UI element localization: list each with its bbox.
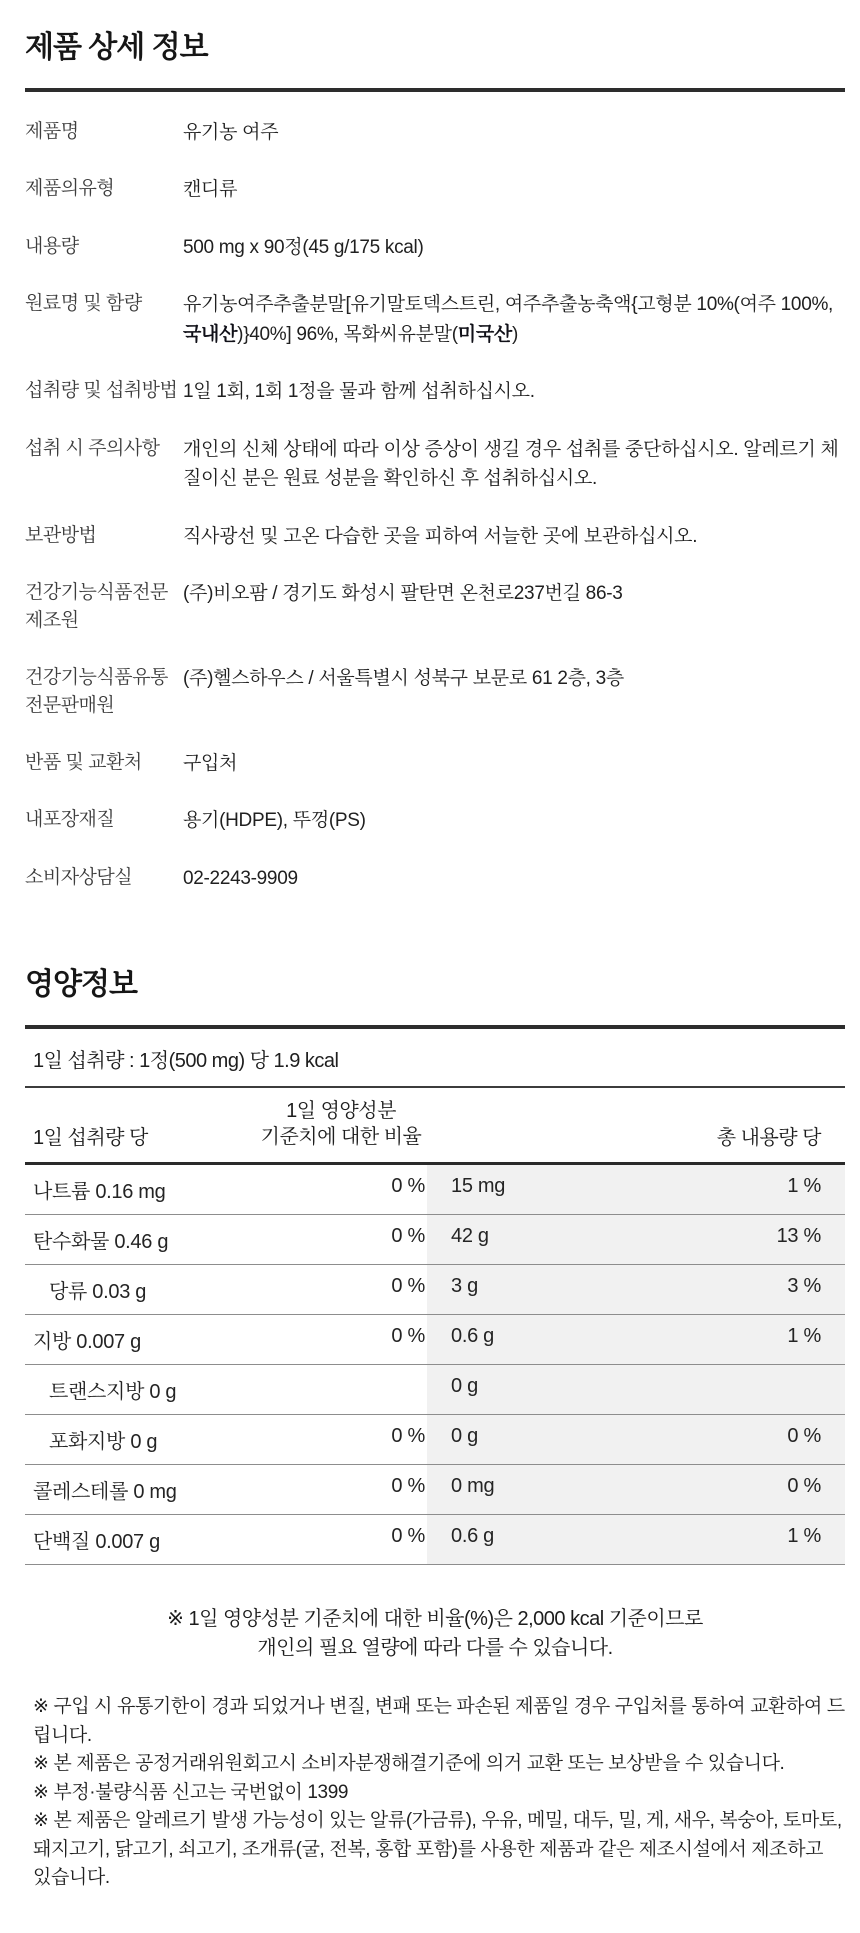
info-value: (주)비오팜 / 경기도 화성시 팔탄면 온천로237번길 86-3	[183, 582, 623, 604]
nutrient-total-pct: 13 %	[627, 1215, 845, 1264]
info-label: 보관방법	[25, 524, 97, 546]
table-row-carbohydrate	[25, 1215, 845, 1265]
info-value-ingredients	[183, 290, 845, 349]
nutrient-daily-pct: 0 %	[391, 1175, 425, 1198]
nutrient-total-pct: 0 %	[627, 1465, 845, 1514]
table-row-fat	[25, 1315, 845, 1365]
nutrient-daily-pct: 0 %	[391, 1525, 425, 1548]
nutrient-name: 탄수화물 0.46 g	[33, 1231, 169, 1254]
ingredients-text: )	[511, 323, 518, 345]
nutrient-daily-pct: 0 %	[391, 1325, 425, 1348]
info-label: 반품 및 교환처	[25, 751, 142, 773]
info-value: 유기농 여주	[183, 122, 279, 143]
info-value: 1일 1회, 1회 1정을 물과 함께 섭취하십시오.	[183, 381, 535, 403]
ingredients-text: )}40%] 96%, 목화씨유분말(	[237, 323, 458, 345]
notice-list	[25, 1693, 845, 1893]
ingredients-origin-usa: 미국산	[457, 323, 512, 345]
nutrient-total: 0 g	[427, 1415, 627, 1464]
table-row-cholesterol	[25, 1465, 845, 1515]
nutrient-name: 지방 0.007 g	[33, 1331, 141, 1354]
info-label: 원료명 및 함량	[25, 293, 142, 315]
nutrition-section	[25, 959, 845, 1663]
nutrient-total: 0.6 g	[427, 1515, 627, 1564]
nutrition-table-header	[25, 1088, 845, 1162]
product-detail-title: 제품 상세 정보	[25, 31, 208, 64]
ingredients-text: 유기농여주추출분말[유기말토덱스트린, 여주추출농축액{고형분 10%(여주 100%,	[183, 294, 834, 316]
header-per-serving: 1일 섭취량 당	[33, 1127, 148, 1150]
info-label: 제품의유형	[25, 178, 115, 200]
info-row-intake-caution	[25, 421, 845, 508]
info-row-net-content	[25, 219, 845, 276]
nutrient-total: 15 mg	[427, 1165, 627, 1214]
info-label: 섭취 시 주의사항	[25, 437, 160, 459]
nutrient-name: 트랜스지방 0 g	[49, 1381, 177, 1404]
product-info-list	[25, 104, 845, 907]
info-row-distributor	[25, 650, 845, 735]
serving-size-note: 1일 섭취량 : 1정(500 mg) 당 1.9 kcal	[33, 1050, 339, 1073]
nutrition-table	[25, 1088, 845, 1565]
notice-allergy: ※ 본 제품은 알레르기 발생 가능성이 있는 알류(가금류), 우유, 메밀, 대두, 밀, 게, 새우, 복숭아, 토마토, 돼지고기, 닭고기, 쇠고기, 조개류(굴, 전복, 홍합 포함)를 사용한 제품과 같은 제조시설에서 제조하고 있습니다.	[33, 1810, 842, 1889]
info-label: 건강기능식품유통 전문판매원	[25, 666, 168, 717]
nutrient-total-pct: 1 %	[627, 1515, 845, 1564]
nutrient-total: 0 mg	[427, 1465, 627, 1514]
nutrient-name: 단백질 0.007 g	[33, 1531, 160, 1554]
info-row-return-exchange	[25, 735, 845, 792]
nutrition-footnote-line2: 개인의 필요 열량에 따라 다를 수 있습니다.	[257, 1637, 613, 1660]
info-value: 구입처	[183, 752, 238, 774]
notice-exchange: ※ 구입 시 유통기한이 경과 되었거나 변질, 변패 또는 파손된 제품일 경우 구입처를 통하여 교환하여 드립니다.	[33, 1696, 845, 1746]
nutrient-daily-pct: 0 %	[391, 1475, 425, 1498]
info-label: 섭취량 및 섭취방법	[25, 380, 178, 402]
info-label: 내용량	[25, 235, 79, 257]
notice-compensation: ※ 본 제품은 공정거래위원회고시 소비자분쟁해결기준에 의거 교환 또는 보상받을 수 있습니다.	[33, 1753, 785, 1775]
nutrient-total: 0.6 g	[427, 1315, 627, 1364]
info-value: (주)헬스하우스 / 서울특별시 성북구 보문로 61 2층, 3층	[183, 667, 624, 689]
nutrient-total: 0 g	[427, 1365, 627, 1414]
nutrient-daily-pct	[255, 1365, 427, 1414]
header-daily-value	[255, 1098, 427, 1150]
info-row-product-name	[25, 104, 845, 161]
nutrient-name: 포화지방 0 g	[49, 1431, 158, 1454]
header-daily-value-line1: 1일 영양성분	[286, 1100, 396, 1123]
ingredients-origin-domestic: 국내산	[183, 323, 238, 345]
nutrient-total-pct: 0 %	[627, 1415, 845, 1464]
info-row-storage	[25, 508, 845, 565]
table-row-protein	[25, 1515, 845, 1565]
nutrient-name: 나트륨 0.16 mg	[33, 1181, 166, 1204]
nutrient-name: 당류 0.03 g	[49, 1281, 147, 1304]
info-value: 개인의 신체 상태에 따라 이상 증상이 생길 경우 섭취를 중단하십시오. 알레르기 체질이신 분은 원료 성분을 확인하신 후 섭취하십시오.	[183, 438, 839, 490]
nutrient-daily-pct: 0 %	[391, 1275, 425, 1298]
header-per-total: 총 내용량 당	[716, 1127, 821, 1150]
nutrient-total: 42 g	[427, 1215, 627, 1264]
nutrient-total-pct: 1 %	[627, 1315, 845, 1364]
nutrient-daily-pct: 0 %	[391, 1425, 425, 1448]
info-row-ingredients	[25, 276, 845, 363]
header-daily-value-line2: 기준치에 대한 비율	[260, 1126, 422, 1149]
table-row-trans-fat	[25, 1365, 845, 1415]
table-row-saturated-fat	[25, 1415, 845, 1465]
info-label: 건강기능식품전문 제조원	[25, 581, 168, 632]
customer-service-phone: 02-2243-9909	[183, 867, 298, 889]
info-label: 내포장재질	[25, 809, 115, 831]
nutrition-title: 영양정보	[25, 968, 137, 1002]
table-row-sugars	[25, 1265, 845, 1315]
info-value: 500 mg x 90정(45 g/175 kcal)	[183, 236, 424, 258]
nutrient-total-pct: 1 %	[627, 1165, 845, 1214]
info-value: 직사광선 및 고온 다습한 곳을 피하여 서늘한 곳에 보관하십시오.	[183, 525, 698, 547]
nutrient-name: 콜레스테롤 0 mg	[33, 1481, 177, 1504]
nutrient-total-pct: 3 %	[627, 1265, 845, 1314]
info-row-customer-service	[25, 850, 845, 907]
nutrient-daily-pct: 0 %	[391, 1225, 425, 1248]
info-value: 용기(HDPE), 뚜껑(PS)	[183, 810, 366, 832]
info-label: 제품명	[25, 121, 79, 142]
nutrient-total-pct	[627, 1365, 845, 1414]
info-row-intake-method	[25, 363, 845, 420]
nutrient-total: 3 g	[427, 1265, 627, 1314]
info-row-manufacturer	[25, 565, 845, 650]
info-label: 소비자상담실	[25, 866, 133, 888]
info-row-packaging-material	[25, 792, 845, 849]
info-row-product-type	[25, 161, 845, 218]
notice-report-1399: ※ 부정·불량식품 신고는 국번없이 1399	[33, 1781, 349, 1803]
nutrition-footnote-line1: ※ 1일 영양성분 기준치에 대한 비율(%)은 2,000 kcal 기준이므로	[167, 1608, 703, 1631]
info-value: 캔디류	[183, 179, 238, 201]
nutrition-footnote	[25, 1605, 845, 1663]
title-divider	[25, 88, 845, 92]
table-row-sodium	[25, 1165, 845, 1215]
